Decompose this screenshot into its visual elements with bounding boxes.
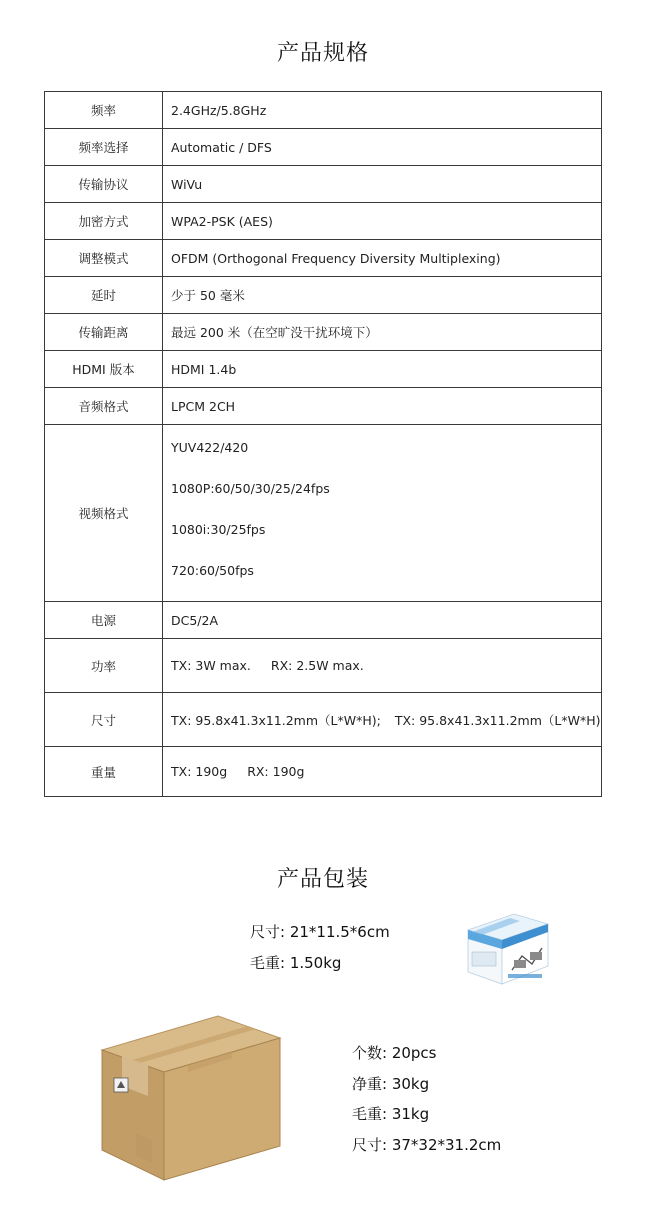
retail-box-size: 尺寸: 21*11.5*6cm xyxy=(250,923,390,941)
tx-value: TX: 190g xyxy=(171,764,228,779)
carton-box-image xyxy=(96,1010,286,1186)
retail-box-image xyxy=(462,908,554,990)
spec-value: Automatic / DFS xyxy=(163,129,602,166)
spec-title: 产品规格 xyxy=(276,41,369,66)
spec-key: 传输协议 xyxy=(45,166,163,203)
spec-value: WPA2-PSK (AES) xyxy=(163,203,602,240)
carton-size: 尺寸: 37*32*31.2cm xyxy=(352,1135,502,1154)
video-format-line: 1080i:30/25fps xyxy=(171,522,266,537)
spec-key: 功率 xyxy=(45,639,163,693)
spec-key: 视频格式 xyxy=(45,425,163,602)
retail-box-info xyxy=(250,917,390,978)
spec-key: 频率 xyxy=(45,92,163,129)
carton-net-weight: 净重: 30kg xyxy=(352,1074,430,1093)
table-row xyxy=(45,166,602,203)
table-row xyxy=(45,314,602,351)
table-row xyxy=(45,203,602,240)
spec-value: 最远 200 米（在空旷没干扰环境下） xyxy=(163,314,602,351)
spec-key: HDMI 版本 xyxy=(45,351,163,388)
carton-gross-weight: 毛重: 31kg xyxy=(352,1105,430,1123)
table-row xyxy=(45,92,602,129)
spec-key: 延时 xyxy=(45,277,163,314)
table-row xyxy=(45,129,602,166)
rx-value: TX: 95.8x41.3x11.2mm（L*W*H) xyxy=(394,712,601,728)
table-row xyxy=(45,351,602,388)
spec-value: WiVu xyxy=(163,166,602,203)
spec-key: 电源 xyxy=(45,602,163,639)
table-row-video xyxy=(45,425,602,602)
tx-value: TX: 3W max. xyxy=(171,658,251,673)
table-row xyxy=(45,240,602,277)
spec-key: 加密方式 xyxy=(45,203,163,240)
spec-value: DC5/2A xyxy=(163,602,602,639)
spec-key: 频率选择 xyxy=(45,129,163,166)
spec-value xyxy=(163,639,602,693)
rx-value: RX: 2.5W max. xyxy=(270,658,364,673)
table-row xyxy=(45,388,602,425)
spec-value: OFDM (Orthogonal Frequency Diversity Multiplexing) xyxy=(163,240,602,277)
table-row xyxy=(45,693,602,747)
spec-value xyxy=(163,747,602,797)
retail-box-weight: 毛重: 1.50kg xyxy=(250,953,342,972)
video-format-line: 1080P:60/50/30/25/24fps xyxy=(171,481,330,496)
spec-value: 少于 50 毫米 xyxy=(163,277,602,314)
spec-value-video xyxy=(163,425,602,602)
spec-key: 调整模式 xyxy=(45,240,163,277)
spec-value: LPCM 2CH xyxy=(163,388,602,425)
tx-value: TX: 95.8x41.3x11.2mm（L*W*H); xyxy=(171,712,381,728)
spec-key: 音频格式 xyxy=(45,388,163,425)
spec-table xyxy=(44,91,602,797)
carton-info xyxy=(352,1038,501,1160)
spec-value: 2.4GHz/5.8GHz xyxy=(163,92,602,129)
spec-value xyxy=(163,693,602,747)
video-format-line: YUV422/420 xyxy=(171,440,249,455)
table-row xyxy=(45,639,602,693)
spec-key: 重量 xyxy=(45,747,163,797)
table-row xyxy=(45,277,602,314)
spec-key: 尺寸 xyxy=(45,693,163,747)
table-row xyxy=(45,602,602,639)
spec-value: HDMI 1.4b xyxy=(163,351,602,388)
video-format-line: 720:60/50fps xyxy=(171,563,254,578)
spec-key: 传输距离 xyxy=(45,314,163,351)
carton-count: 个数: 20pcs xyxy=(352,1044,437,1062)
rx-value: RX: 190g xyxy=(247,764,305,779)
packaging-title: 产品包装 xyxy=(276,867,369,892)
table-row xyxy=(45,747,602,797)
